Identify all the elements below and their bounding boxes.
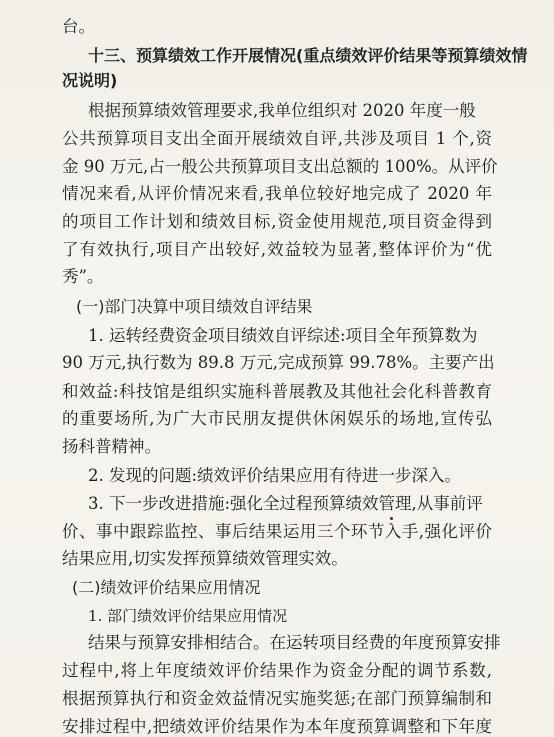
paragraph-line: 了有效执行,项目产出较好,效益较为显著,整体评价为“优 <box>62 240 492 259</box>
text-line: 台。 <box>62 17 95 36</box>
paragraph-line: 安排过程中,把绩效评价结果作为本年度预算调整和下年度 <box>62 717 492 736</box>
subsection-heading: 1. 部门绩效评价结果应用情况 <box>88 607 288 625</box>
paragraph-line: 结果应用,切实发挥预算绩效管理实效。 <box>62 549 348 568</box>
paragraph-line: 扬科普精神。 <box>62 437 161 456</box>
paragraph-line: 金 90 万元,占一般公共预算项目支出总额的 100%。从评价 <box>62 157 498 176</box>
paragraph-line: 根据预算执行和资金效益情况实施奖惩;在部门预算编制和 <box>62 689 492 708</box>
subsection-heading: (二)绩效评价结果应用情况 <box>72 578 261 597</box>
paragraph-line: 公共预算项目支出全面开展绩效自评,共涉及项目 1 个,资 <box>62 129 492 148</box>
section-heading-continued: 况说明) <box>62 71 118 90</box>
paragraph-line: 3. 下一步改进措施:强化全过程预算绩效管理,从事前评 <box>88 494 483 513</box>
paragraph-line: 价、事中跟踪监控、事后结果运用三个环节入手,强化评价 <box>62 522 492 541</box>
paragraph-line: 过程中,将上年度绩效评价结果作为资金分配的调节系数, <box>62 661 492 680</box>
paragraph-line: 的重要场所,为广大市民朋友提供休闲娱乐的场地,宣传弘 <box>62 409 492 428</box>
paragraph-line: 的项目工作计划和绩效目标,资金使用规范,项目资金得到 <box>62 212 492 231</box>
scan-speck <box>390 517 393 520</box>
paragraph-line: 90 万元,执行数为 89.8 万元,完成预算 99.78%。主要产出 <box>62 353 495 372</box>
paragraph-line: 根据预算绩效管理要求,我单位组织对 2020 年度一般 <box>88 101 476 120</box>
paragraph-line: 情况来看,从评价情况来看,我单位较好地完成了 2020 年 <box>62 184 492 203</box>
paragraph-line: 秀”。 <box>62 267 104 286</box>
paragraph-line: 1. 运转经费资金项目绩效自评综述:项目全年预算数为 <box>88 326 478 345</box>
section-heading: 十三、预算绩效工作开展情况(重点绩效评价结果等预算绩效情 <box>88 46 528 65</box>
subsection-heading: (一)部门决算中项目绩效自评结果 <box>76 297 313 316</box>
paragraph-line: 结果与预算安排相结合。在运转项目经费的年度预算安排 <box>88 633 501 652</box>
paragraph-line: 2. 发现的问题:绩效评价结果应用有待进一步深入。 <box>88 466 462 485</box>
paragraph-line: 和效益:科技馆是组织实施科普展教及其他社会化科普教育 <box>62 382 492 401</box>
